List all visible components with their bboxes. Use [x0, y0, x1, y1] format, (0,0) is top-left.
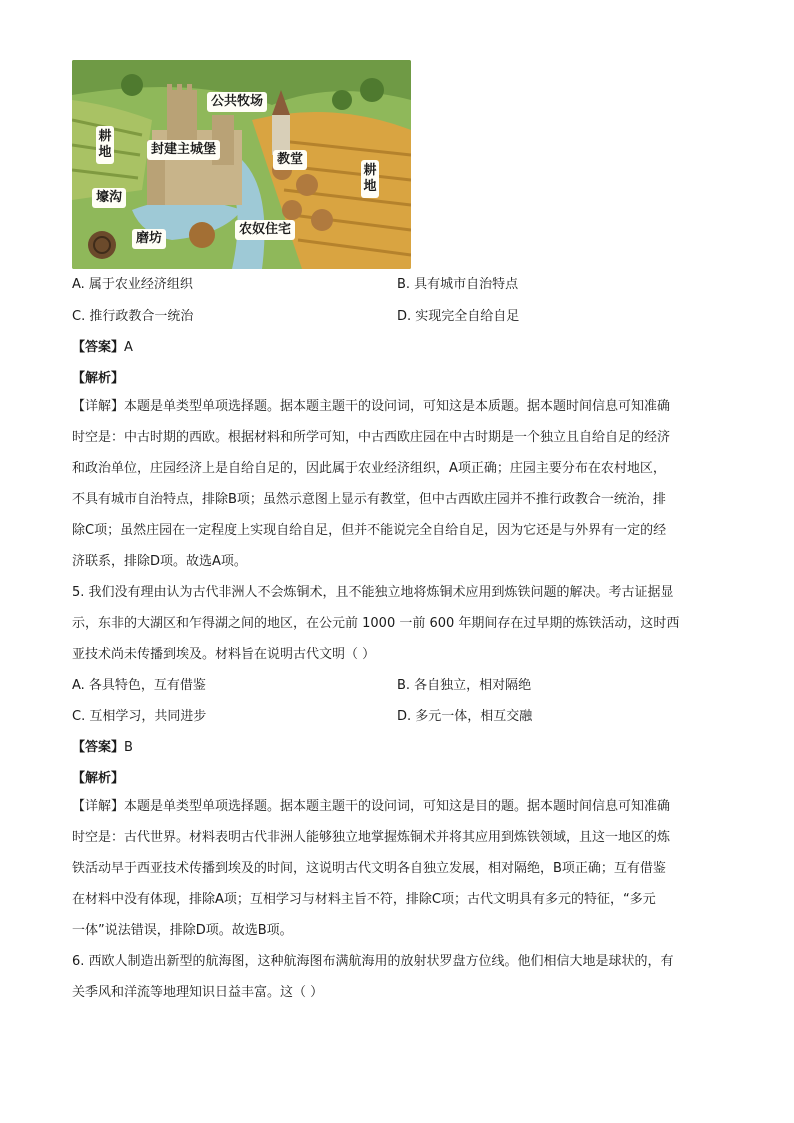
q4-detail-line: 除C项；虽然庄园在一定程度上实现自给自足，但并不能说完全自给自足，因为它还是与外界有一定的经 [72, 523, 667, 538]
q5-stem-line: 5. 我们没有理由认为古代非洲人不会炼铜术，且不能独立地将炼铜术应用到炼铁问题的解决。考古证据显 [72, 585, 674, 600]
label-feudal-castle: 封建主城堡 [147, 140, 220, 160]
q5-stem-line: 示，东非的大湖区和乍得湖之间的地区，在公元前 1000 一前 600 年期间存在过早期的炼铁活动，这时西 [72, 616, 680, 631]
q4-detail-line: 【详解】本题是单类型单项选择题。据本题主题干的设问词，可知这是本质题。据本题时间信息可知准确 [72, 399, 671, 414]
q4-options-row-1 [72, 275, 722, 295]
q5-answer-value: B [124, 740, 133, 755]
q4-option-d[interactable]: D. 实现完全自给自足 [397, 309, 520, 324]
q5-detail-line: 【详解】本题是单类型单项选择题。据本题主题干的设问词，可知这是目的题。据本题时间信息可知准确 [72, 799, 671, 814]
q5-answer-tag: 【答案】 [72, 740, 125, 755]
q5-option-d[interactable]: D. 多元一体，相互交融 [397, 709, 533, 724]
q6-stem-line: 关季风和洋流等地理知识日益丰富。这（ ） [72, 985, 324, 1000]
q4-option-b[interactable]: B. 具有城市自治特点 [397, 277, 519, 292]
q5-detail-line: 时空是：古代世界。材料表明古代非洲人能够独立地掌握炼铜术并将其应用到炼铁领域，且这一地区的炼 [72, 830, 671, 845]
label-public-pasture: 公共牧场 [207, 92, 267, 112]
q5-options-row-1 [72, 676, 722, 696]
q4-answer [72, 338, 722, 358]
q5-option-c[interactable]: C. 互相学习，共同进步 [72, 709, 207, 724]
q5-analysis-tag: 【解析】 [72, 771, 125, 786]
q4-options-row-2 [72, 307, 722, 327]
q4-answer-tag: 【答案】 [72, 340, 125, 355]
label-mill: 磨坊 [132, 229, 166, 249]
q4-answer-value: A [124, 340, 133, 355]
q5-detail-line: 一体”说法错误，排除D项。故选B项。 [72, 923, 293, 938]
q4-analysis-tag: 【解析】 [72, 371, 125, 386]
q4-detail [72, 391, 722, 577]
q5-analysis [72, 769, 722, 789]
label-serf-houses: 农奴住宅 [235, 220, 295, 240]
q5-options-row-2 [72, 707, 722, 727]
q6-stem-line: 6. 西欧人制造出新型的航海图，这种航海图布满航海用的放射状罗盘方位线。他们相信大地是球状的，有 [72, 954, 674, 969]
q4-analysis [72, 369, 722, 389]
label-farmland-left: 耕地 [96, 126, 114, 164]
label-farmland-right: 耕地 [361, 160, 379, 198]
q5-detail [72, 791, 722, 946]
q6-stem [72, 946, 722, 1008]
manor-illustration [72, 60, 411, 269]
q5-detail-line: 铁活动早于西亚技术传播到埃及的时间，这说明古代文明各自独立发展，相对隔绝，B项正确；互有借鉴 [72, 861, 666, 876]
exam-page [72, 60, 722, 1008]
q5-option-b[interactable]: B. 各自独立，相对隔绝 [397, 678, 532, 693]
q5-answer [72, 738, 722, 758]
q5-stem [72, 577, 722, 670]
q4-detail-line: 和政治单位，庄园经济上是自给自足的，因此属于农业经济组织，A项正确；庄园主要分布在农村地区， [72, 461, 666, 476]
q4-detail-line: 不具有城市自治特点，排除B项；虽然示意图上显示有教堂，但中古西欧庄园并不推行政教合一统治，排 [72, 492, 666, 507]
q5-stem-line: 亚技术尚未传播到埃及。材料旨在说明古代文明（ ） [72, 647, 376, 662]
q5-detail-line: 在材料中没有体现，排除A项；互相学习与材料主旨不符，排除C项；古代文明具有多元的特征，“多元 [72, 892, 656, 907]
q4-option-a[interactable]: A. 属于农业经济组织 [72, 277, 193, 292]
q4-detail-line: 时空是：中古时期的西欧。根据材料和所学可知，中古西欧庄园在中古时期是一个独立且自给自足的经济 [72, 430, 671, 445]
q4-detail-line: 济联系，排除D项。故选A项。 [72, 554, 247, 569]
q5-option-a[interactable]: A. 各具特色，互有借鉴 [72, 678, 206, 693]
q4-option-c[interactable]: C. 推行政教合一统治 [72, 309, 194, 324]
label-moat: 壕沟 [92, 188, 126, 208]
label-church: 教堂 [273, 150, 307, 170]
